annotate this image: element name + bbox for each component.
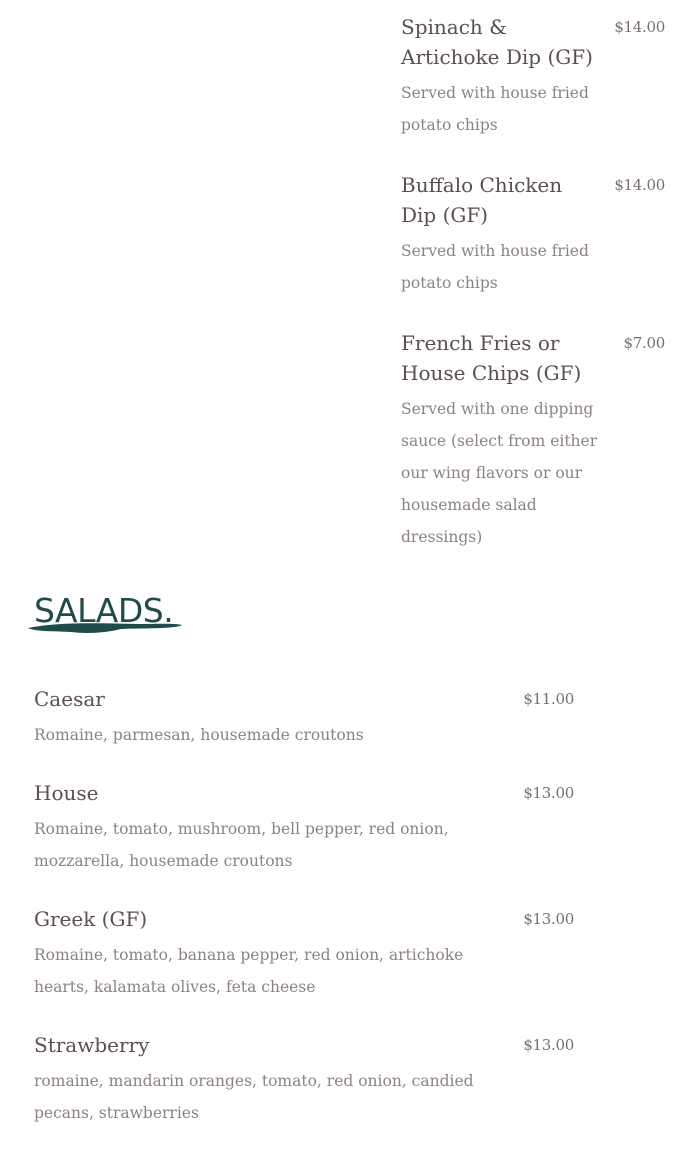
menu-item-header xyxy=(401,328,665,388)
menu-item xyxy=(401,170,665,299)
menu-item-description: Served with house fried potato chips xyxy=(401,84,589,134)
menu-item-name: Spinach & Artichoke Dip (GF) xyxy=(401,15,593,69)
menu-item xyxy=(34,684,574,751)
menu-item-name: Caesar xyxy=(34,687,105,711)
menu-item-description: Served with house fried potato chips xyxy=(401,242,589,292)
menu-item-description: Romaine, tomato, banana pepper, red onion, artichoke hearts, kalamata olives, feta cheese xyxy=(34,946,464,996)
menu-item-price: $14.00 xyxy=(614,18,665,36)
menu-item-price: $14.00 xyxy=(614,176,665,194)
menu-item-name: French Fries or House Chips (GF) xyxy=(401,331,582,385)
salads-title: SALADS. xyxy=(34,591,174,630)
menu-item xyxy=(401,12,665,141)
menu-item xyxy=(34,904,574,1003)
menu-item-header xyxy=(401,170,665,230)
menu-item-description: romaine, mandarin oranges, tomato, red onion, candied pecans, strawberries xyxy=(34,1072,474,1122)
menu-item-price: $13.00 xyxy=(523,1036,574,1054)
menu-item-header xyxy=(401,12,665,72)
menu-item-description: Romaine, tomato, mushroom, bell pepper, red onion, mozzarella, housemade croutons xyxy=(34,820,449,870)
salad-list xyxy=(34,684,574,1156)
menu-item-header xyxy=(34,684,574,714)
menu-item-name: Strawberry xyxy=(34,1033,150,1057)
menu-item-price: $7.00 xyxy=(623,334,665,352)
menu-item-name: House xyxy=(34,781,99,805)
salads-section-heading xyxy=(26,588,186,640)
menu-item-description: Served with one dipping sauce (select from either our wing flavors or our housemade salad dressings) xyxy=(401,400,598,546)
menu-item-name: Buffalo Chicken Dip (GF) xyxy=(401,173,563,227)
menu-item xyxy=(34,778,574,877)
menu-item-price: $11.00 xyxy=(523,690,574,708)
menu-item-header xyxy=(34,1030,574,1060)
menu-item-description: Romaine, parmesan, housemade croutons xyxy=(34,726,364,744)
menu-item xyxy=(401,328,665,553)
menu-item-price: $13.00 xyxy=(523,784,574,802)
menu-item-header xyxy=(34,904,574,934)
menu-item-name: Greek (GF) xyxy=(34,907,148,931)
menu-item xyxy=(34,1030,574,1129)
menu-item-header xyxy=(34,778,574,808)
appetizer-list xyxy=(401,12,665,582)
menu-item-price: $13.00 xyxy=(523,910,574,928)
